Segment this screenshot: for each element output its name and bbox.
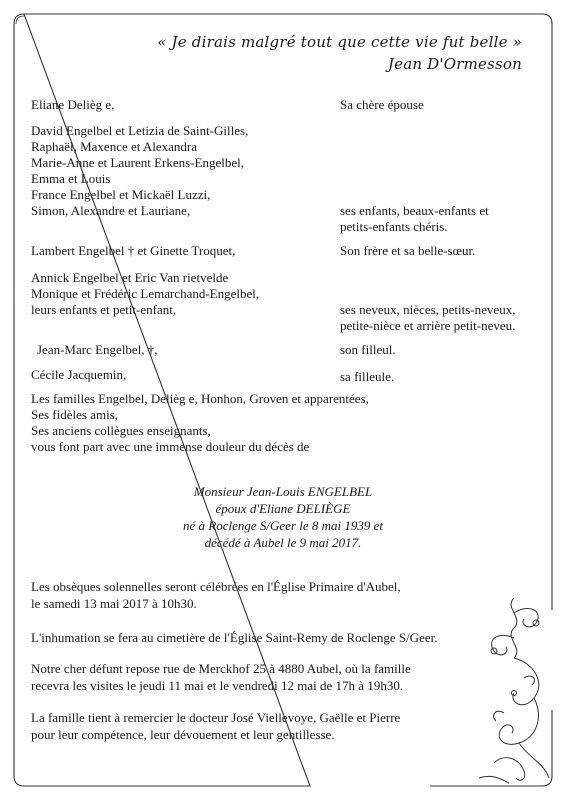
paragraph-line: le samedi 13 mai 2017 à 10h30.: [31, 596, 197, 611]
announcement-intro: [31, 391, 369, 455]
family-line: Cécile Jacquemin,: [31, 367, 127, 382]
family-line: Emma et Louis: [31, 171, 111, 186]
intro-line: vous font part avec une immense douleur du décès de: [31, 439, 310, 454]
family-group-5-left: [37, 342, 158, 358]
family-group-2-left: [31, 123, 248, 219]
family-group-6-left: [31, 367, 126, 383]
relation-line: sa filleule.: [340, 369, 395, 384]
family-group-4-left: [31, 270, 259, 318]
relation-line: ses neveux, nièces, petits-neveux,: [340, 302, 516, 317]
family-line: David Engelbel et Letizia de Saint-Gilles,: [31, 123, 249, 138]
family-group-5-right: [340, 342, 396, 358]
family-group-4-right: [340, 302, 515, 334]
paragraph-line: Les obsèques solennelles seront célébrées en l'Église Primaire d'Aubel,: [31, 579, 401, 594]
family-group-3-left: [31, 243, 235, 259]
quote-author: Jean D'Ormesson: [387, 55, 522, 73]
epigraph-quote: [157, 33, 522, 73]
paragraph-line: recevra les visites le jeudi 11 mai et le vendredi 12 mai de 17h à 19h30.: [31, 678, 404, 693]
relation-line: ses enfants, beaux-enfants et: [340, 203, 489, 218]
family-line: Simon, Alexandre et Lauriane,: [31, 203, 191, 218]
family-group-1-right: [340, 97, 424, 113]
intro-line: Ses fidèles amis,: [31, 407, 119, 422]
family-group-1-left: [31, 97, 114, 113]
relation-line: Son frère et sa belle-sœur.: [340, 243, 476, 258]
deceased-name: Monsieur Jean-Louis ENGELBEL: [193, 484, 373, 499]
family-group-3-right: [340, 243, 475, 259]
family-line: leurs enfants et petit-enfant,: [31, 302, 177, 317]
paragraph-line: La famille tient à remercier le docteur José Viellevoye, Gaëlle et Pierre: [31, 710, 401, 725]
thanks-paragraph: [31, 709, 400, 743]
relation-line: petits-enfants chéris.: [340, 219, 448, 234]
family-line: Jean-Marc Engelbel, †,: [37, 342, 158, 357]
family-line: Marie-Anne et Laurent Erkens-Engelbel,: [31, 155, 244, 170]
quote-text: « Je dirais malgré tout que cette vie fut belle »: [157, 33, 522, 51]
visitation-paragraph: [31, 660, 411, 694]
family-group-6-right: [340, 369, 394, 385]
family-line: Raphaël, Maxence et Alexandra: [31, 139, 198, 154]
family-group-2-right: [340, 203, 489, 235]
family-line: Monique et Frédéric Lemarchand-Engelbel,: [31, 286, 260, 301]
paragraph-line: L'inhumation se fera au cimetière de l'Église Saint-Remy de Roclenge S/Geer.: [31, 630, 438, 645]
paragraph-line: pour leur compétence, leur dévouement et leur gentillesse.: [31, 727, 335, 742]
relation-line: son filleul.: [340, 342, 396, 357]
floral-ornament-icon: [474, 593, 554, 788]
family-line: France Engelbel et Mickaël Luzzi,: [31, 187, 211, 202]
family-line: Annick Engelbel et Eric Van rietvelde: [31, 270, 229, 285]
burial-paragraph: [31, 629, 437, 646]
deceased-block: [0, 483, 566, 551]
intro-line: Ses anciens collègues enseignants,: [31, 423, 211, 438]
family-line: Eliane Delièg e,: [31, 97, 115, 112]
deceased-birth: né à Roclenge S/Geer le 8 mai 1939 et: [183, 518, 383, 533]
deceased-spouse: époux d'Eliane DELIÈGE: [215, 501, 351, 516]
paragraph-line: Notre cher défunt repose rue de Merckhof 25 à 4880 Aubel, où la famille: [31, 661, 411, 676]
family-line: Lambert Engelbel † et Ginette Troquet,: [31, 243, 236, 258]
relation-line: Sa chère épouse: [340, 97, 424, 112]
deceased-death: décédé à Aubel le 9 mai 2017.: [204, 535, 362, 550]
funeral-paragraph: [31, 578, 401, 612]
intro-line: Les familles Engelbel, Delièg e, Honhon, Groven et apparentées,: [31, 391, 369, 406]
relation-line: petite-nièce et arrière petit-neveu.: [340, 318, 516, 333]
